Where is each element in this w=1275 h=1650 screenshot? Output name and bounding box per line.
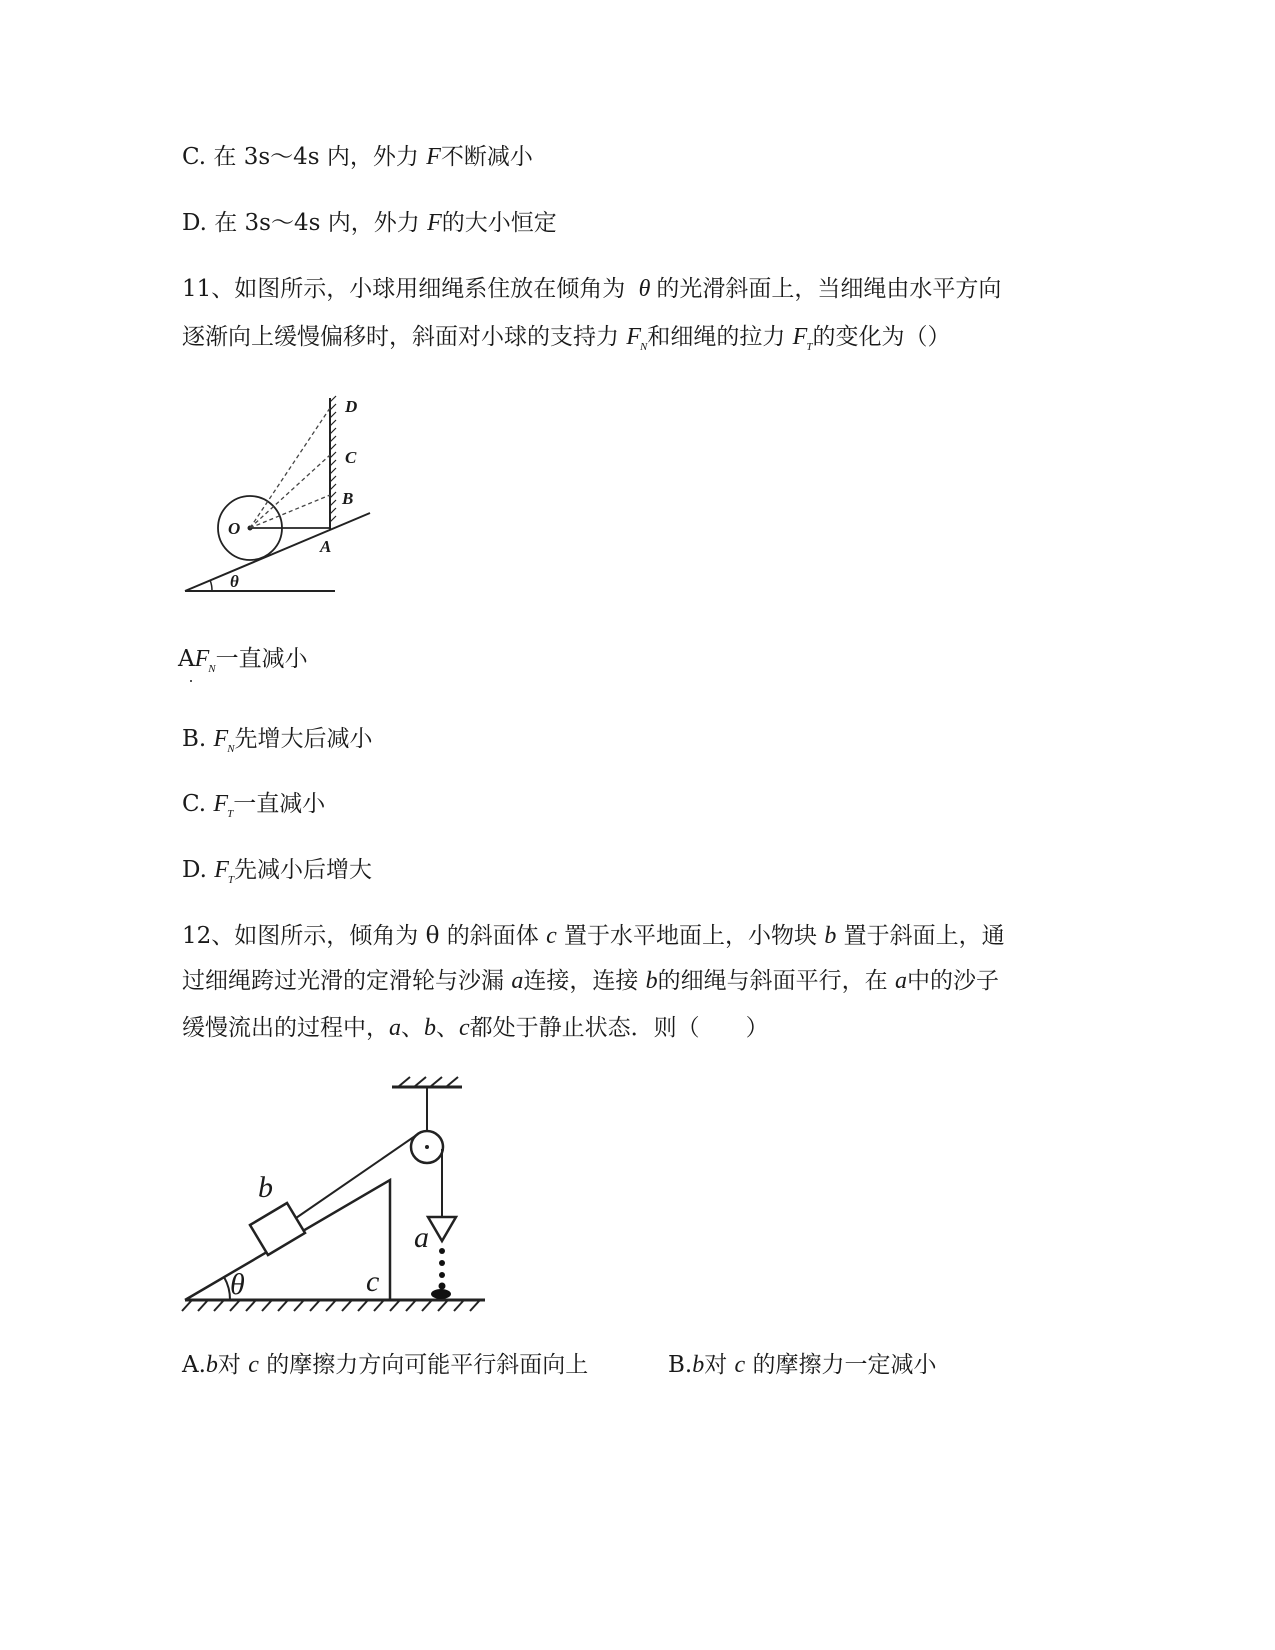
sand-funnel-a [428,1217,456,1241]
q12-text: 连接，连接 [523,968,639,994]
q11-text: 11、如图所示，小球用细绳系住放在倾角为 [182,276,626,302]
option-letter: C. [182,791,207,817]
label-theta: θ [230,1268,245,1301]
pulley-axle [425,1145,429,1149]
label-o: O [228,519,241,538]
variable-c: c [546,923,557,949]
option-text: 一直减小 [233,791,326,817]
block-b [250,1203,305,1255]
variable-ft: F [792,324,808,350]
label-b: b [258,1171,273,1204]
q12-option-a [182,1350,588,1380]
label-theta: θ [230,572,239,591]
q12-text: 置于水平地面上，小物块 [564,923,818,949]
q12-text: 的细绳与斜面平行，在 [657,968,888,994]
label-c: C [345,448,357,467]
variable-c: c [248,1352,259,1378]
label-b: B [342,489,354,508]
q11-text: 和细绳的拉力 [647,324,786,350]
variable-a: a [894,968,907,994]
option-letter: A. [182,1352,206,1378]
rope-dashed-b [250,495,330,528]
separator: 、 [401,1015,424,1041]
angle-arc [210,580,212,591]
rope-dashed-d [250,408,330,528]
separator: 、 [436,1015,459,1041]
variable-f: F [214,857,229,883]
subscript: T [227,874,235,886]
variable-c: c [459,1015,470,1041]
option-text: 的大小恒定 [441,210,557,236]
q12-stem-line3 [182,1013,769,1043]
subscript: N [208,663,216,675]
theta-symbol: θ [638,276,651,302]
ground-hatch [182,1300,480,1311]
q12-text: 都处于静止状态．则（ ） [469,1015,769,1041]
variable-b: b [205,1352,218,1378]
q12-text: 缓慢流出的过程中， [182,1015,389,1041]
sand-drops [431,1248,451,1299]
q12-figure [180,1075,500,1325]
option-text: 对 [217,1352,241,1378]
option-text: C. 在 3s～4s 内，外力 [182,144,419,170]
option-d-prev [182,208,557,238]
option-text: 一直减小 [215,646,308,672]
label-c: c [366,1265,380,1298]
incline-line [185,513,370,591]
option-text: 先增大后减小 [234,726,373,752]
option-letter: B. [182,726,207,752]
variable-b: b [424,1015,436,1041]
q11-text: 的光滑斜面上，当细绳由水平方向 [656,276,1002,302]
q12-stem-line2 [182,966,999,996]
option-text: D. 在 3s～4s 内，外力 [182,210,420,236]
option-text: 的摩擦力方向可能平行斜面向上 [266,1352,589,1378]
q11-option-d [182,855,372,895]
q11-option-b [182,724,373,764]
variable-a: a [511,968,524,994]
q11-figure [180,390,390,605]
variable-f: F [194,646,210,672]
subscript: N [227,743,235,755]
variable-fn: F [626,324,641,350]
stray-mark [190,680,192,682]
variable-f: F [426,144,441,170]
label-a: A [320,537,332,556]
variable-a: a [389,1015,401,1041]
subscript-n: N [639,341,648,353]
q12-text: 过细绳跨过光滑的定滑轮与沙漏 [182,968,504,994]
q12-text: 置于斜面上，通 [843,923,1005,949]
option-c-prev [182,142,533,172]
variable-f: F [427,210,442,236]
option-text: 对 [704,1352,728,1378]
option-letter: B. [668,1352,693,1378]
q12-text: 12、如图所示，倾角为 θ 的斜面体 [182,923,539,949]
variable-f: F [213,791,229,817]
option-text: 的摩擦力一定减小 [752,1352,937,1378]
subscript-t: T [806,341,813,353]
q11-text: 逐渐向上缓慢偏移时，斜面对小球的支持力 [182,324,619,350]
label-a: a [414,1221,429,1254]
variable-c: c [734,1352,746,1378]
option-letter: A [178,646,195,672]
q11-option-a [178,644,308,684]
label-d: D [345,397,358,416]
rope-incline [296,1134,418,1218]
q12-stem-line1 [182,921,1005,951]
subscript: T [227,808,234,820]
q11-stem-line2 [182,322,950,362]
q12-text: 中的沙子 [906,968,999,994]
rope-dashed-c [250,455,330,528]
option-text: 先减小后增大 [234,857,373,883]
q11-option-c [182,789,325,829]
q11-text: 的变化为（） [812,324,951,350]
q11-stem-line1 [182,274,1001,304]
variable-b: b [645,968,658,994]
option-text: 不断减小 [440,144,533,170]
option-letter: D. [182,857,207,883]
variable-b: b [824,923,837,949]
variable-b: b [692,1352,705,1378]
q12-option-b [668,1350,937,1380]
variable-f: F [213,726,229,752]
